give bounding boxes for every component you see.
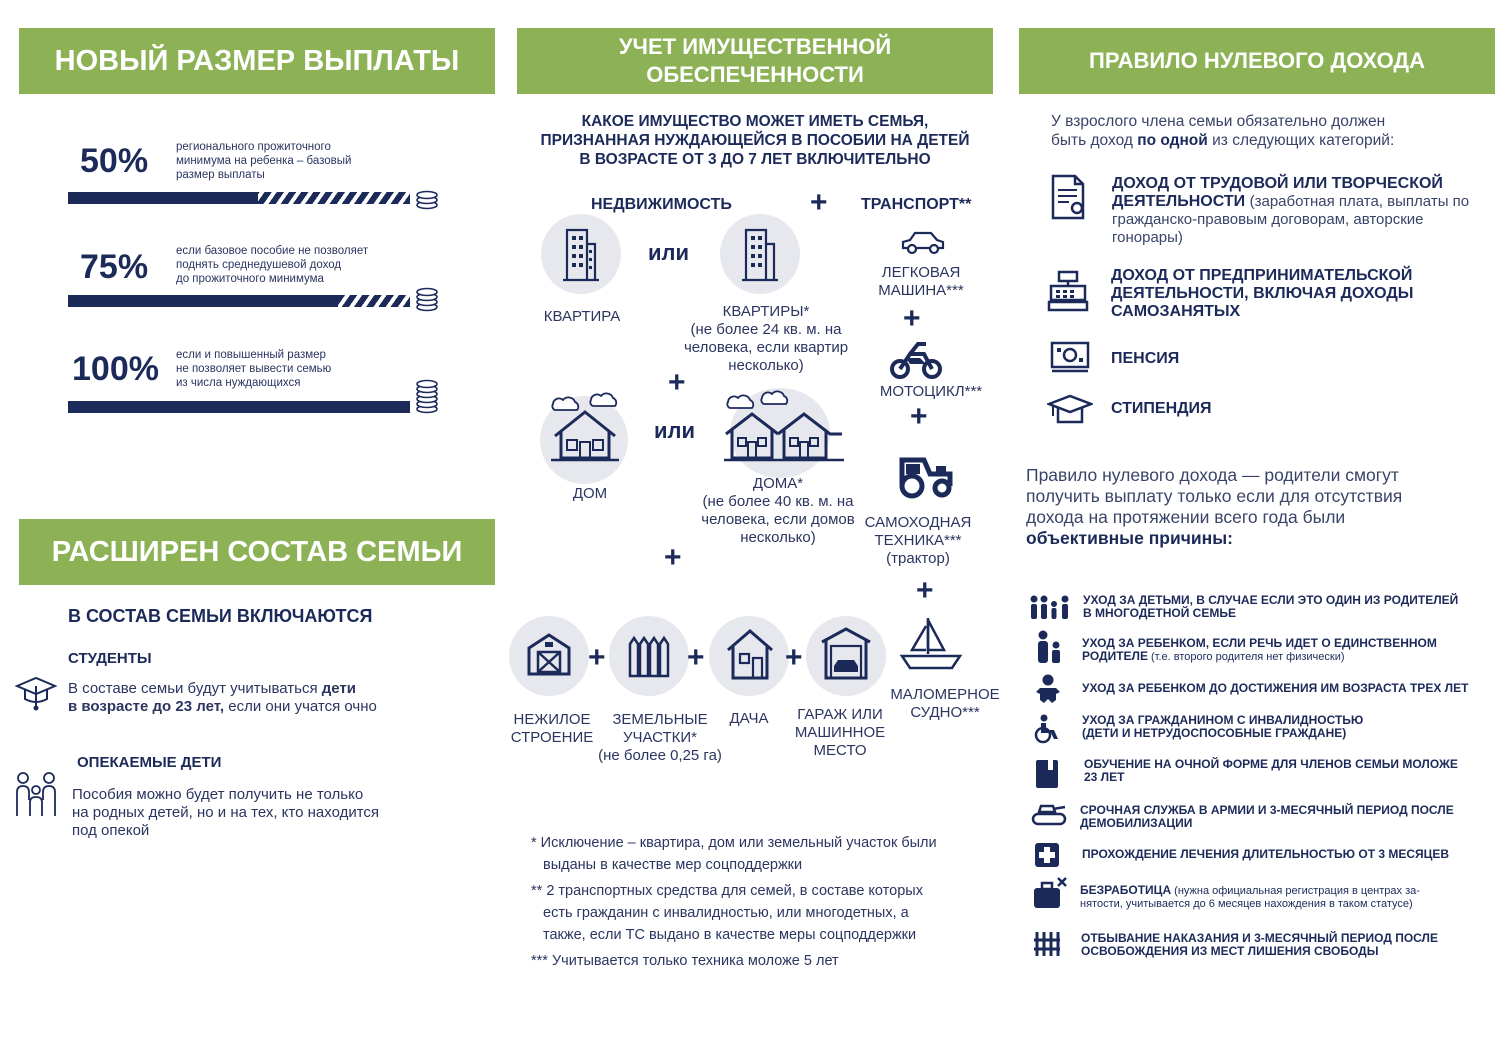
plus-sign: + <box>810 186 828 219</box>
reason-army-service: СРОЧНАЯ СЛУЖБА В АРМИИ И 3-МЕСЯЧНЫЙ ПЕРИОД ПОСЛЕ ДЕМОБИЛИЗАЦИИ <box>1080 803 1454 830</box>
houses-with-clouds-icon <box>722 386 846 464</box>
reason-unemployment: БЕЗРАБОТИЦА (нужна официальная регистрация в центрах за- нятости, учитывается до 6 месяцев нахождения в таком статусе) <box>1080 883 1420 910</box>
dacha-house-icon <box>726 628 774 680</box>
reason-disability-care: УХОД ЗА ГРАЖДАНИНОМ С ИНВАЛИДНОСТЬЮ (ДЕТИ И НЕТРУДОСПОСОБНЫЕ ГРАЖДАНЕ) <box>1082 713 1364 740</box>
students-title: СТУДЕНТЫ <box>68 650 152 667</box>
rate-100-description: если и повышенный размер не позволяет вывести семью из числа нуждающихся <box>176 349 332 389</box>
apartment-label: КВАРТИРА <box>543 308 621 325</box>
income-intro: У взрослого члена семьи обязательно должен быть доход по одной из следующих категорий: <box>1051 113 1395 149</box>
rate-50-bar-fill <box>68 192 258 204</box>
coins-icon <box>415 284 439 312</box>
plus-sign: + <box>910 400 928 433</box>
document-contract-icon <box>1049 174 1089 220</box>
income-pension: ПЕНСИЯ <box>1111 350 1180 367</box>
houses-label: ДОМА* (не более 40 кв. м. на человека, если домов несколько) <box>701 475 855 546</box>
income-labor: ДОХОД ОТ ТРУДОВОЙ ИЛИ ТВОРЧЕСКОЙ ДЕЯТЕЛЬНОСТИ (заработная плата, выплаты по гражданско-правовым договорам, авторские гонорары) <box>1112 175 1470 246</box>
reason-child-under-three: УХОД ЗА РЕБЕНКОМ ДО ДОСТИЖЕНИЯ ИМ ВОЗРАСТА ТРЕХ ЛЕТ <box>1082 681 1469 695</box>
family-group-icon <box>14 770 58 820</box>
transport-heading: ТРАНСПОРТ** <box>861 196 972 213</box>
banknote-icon <box>1049 340 1091 376</box>
banner-family-composition: РАСШИРЕН СОСТАВ СЕМЬИ <box>19 519 495 585</box>
zero-income-rule: Правило нулевого дохода — родители смогут получить выплату только если для отсутствия дохода на протяжении всего года были объективные причины: <box>1026 465 1403 548</box>
unemployment-briefcase-icon <box>1032 876 1070 912</box>
prison-bars-icon <box>1033 930 1061 958</box>
graduation-cap-icon <box>1047 392 1093 428</box>
plus-sign: + <box>664 541 682 574</box>
car-icon <box>900 230 946 256</box>
baby-icon <box>1034 674 1062 704</box>
rate-50-percent: 50% <box>80 142 149 180</box>
banner-new-payment-size: НОВЫЙ РАЗМЕР ВЫПЛАТЫ <box>19 28 495 94</box>
motorcycle-label: МОТОЦИКЛ*** <box>879 383 983 400</box>
plus-sign: + <box>687 641 705 674</box>
barn-icon <box>527 632 571 676</box>
car-label: ЛЕГКОВАЯ МАШИНА*** <box>878 264 964 299</box>
wheelchair-icon <box>1032 714 1062 744</box>
boat-icon <box>898 614 964 672</box>
reason-imprisonment: ОТБЫВАНИЕ НАКАЗАНИЯ И 3-МЕСЯЧНЫЙ ПЕРИОД ПОСЛЕ ОСВОБОЖДЕНИЯ ИЗ МЕСТ ЛИШЕНИЯ СВОБОДЫ <box>1081 931 1438 958</box>
footnote-1: * Исключение – квартира, дом или земельный участок были выданы в качестве мер соцподдержки <box>531 835 937 873</box>
footnotes <box>531 832 1001 972</box>
medical-cross-icon <box>1034 842 1060 868</box>
wards-text: Пособия можно будет получить не только на родных детей, но и на тех, кто находится под опекой <box>72 786 380 839</box>
nonres-label: НЕЖИЛОЕ СТРОЕНИЕ <box>510 711 594 746</box>
rate-50-description: регионального прожиточного минимума на ребенка – базовый размер выплаты <box>176 141 352 181</box>
reason-large-family: УХОД ЗА ДЕТЬМИ, В СЛУЧАЕ ЕСЛИ ЭТО ОДИН ИЗ РОДИТЕЛЕЙ В МНОГОДЕТНОЙ СЕМЬЕ <box>1083 593 1459 620</box>
plus-sign: + <box>903 302 921 335</box>
garage-label: ГАРАЖ ИЛИ МАШИННОЕ МЕСТО <box>794 706 886 759</box>
graduation-cap-icon <box>15 674 57 712</box>
rate-100-bar-fill <box>68 401 410 413</box>
reason-single-parent: УХОД ЗА РЕБЕНКОМ, ЕСЛИ РЕЧЬ ИДЕТ О ЕДИНСТВЕННОМ РОДИТЕЛЕ (т.е. второго родителя нет физически) <box>1082 636 1437 663</box>
apartment-building-icon <box>561 226 601 282</box>
rate-75-description: если базовое пособие не позволяет поднять среднедушевой доход до прожиточного минимума <box>176 245 369 285</box>
rate-75-bar-fill <box>68 295 338 307</box>
income-scholarship: СТИПЕНДИЯ <box>1111 400 1212 417</box>
footnote-2: ** 2 транспортных средства для семей, в составе которых есть гражданин с инвалидностью, или многодетных, а также, если ТС выдано в качестве меры соцподдержки <box>531 883 923 943</box>
property-question: КАКОЕ ИМУЩЕСТВО МОЖЕТ ИМЕТЬ СЕМЬЯ, ПРИЗНАННАЯ НУЖДАЮЩЕЙСЯ В ПОСОБИИ НА ДЕТЕЙ В ВОЗРАСТЕ ОТ 3 ДО 7 ЛЕТ ВКЛЮЧИТЕЛЬНО <box>540 113 970 168</box>
students-text: В составе семьи будут учитываться дети в возрасте до 23 лет, если они учатся очно <box>68 680 377 715</box>
rate-75-bar-rest <box>338 295 410 307</box>
reason-full-time-study: ОБУЧЕНИЕ НА ОЧНОЙ ФОРМЕ ДЛЯ ЧЛЕНОВ СЕМЬИ МОЛОЖЕ 23 ЛЕТ <box>1084 757 1458 784</box>
boat-label: МАЛОМЕРНОЕ СУДНО*** <box>890 686 1000 721</box>
plus-sign: + <box>668 366 686 399</box>
plus-sign: + <box>785 641 803 674</box>
book-icon <box>1034 758 1060 790</box>
house-label: ДОМ <box>572 485 608 502</box>
large-family-icon <box>1028 594 1072 620</box>
wards-title: ОПЕКАЕМЫЕ ДЕТИ <box>77 754 222 771</box>
tank-icon <box>1031 802 1067 828</box>
or-label: или <box>648 240 690 265</box>
coins-icon <box>415 188 439 210</box>
single-parent-icon <box>1034 630 1064 664</box>
footnote-3: *** Учитывается только техника моложе 5 лет <box>531 953 839 969</box>
garage-icon <box>820 626 872 680</box>
income-business: ДОХОД ОТ ПРЕДПРИНИМАТЕЛЬСКОЙ ДЕЯТЕЛЬНОСТИ, ВКЛЮЧАЯ ДОХОДЫ САМОЗАНЯТЫХ <box>1111 267 1414 320</box>
realty-heading: НЕДВИЖИМОСТЬ <box>591 196 732 213</box>
dacha-label: ДАЧА <box>729 710 769 727</box>
motorcycle-icon <box>890 340 942 380</box>
or-label: или <box>654 418 696 443</box>
tractor-label: САМОХОДНАЯ ТЕХНИКА*** (трактор) <box>864 514 972 567</box>
plus-sign: + <box>916 574 934 607</box>
rate-50-bar-rest <box>258 192 410 204</box>
fence-icon <box>627 634 671 678</box>
coins-icon <box>415 378 439 414</box>
rate-75-percent: 75% <box>80 248 149 286</box>
rate-100-percent: 100% <box>72 350 159 388</box>
apartment-building-icon <box>740 226 780 282</box>
land-label: ЗЕМЕЛЬНЫЕ УЧАСТКИ* (не более 0,25 га) <box>598 711 722 764</box>
banner-property-accounting: УЧЕТ ИМУЩЕСТВЕННОЙ ОБЕСПЕЧЕННОСТИ <box>517 28 993 94</box>
family-heading: В СОСТАВ СЕМЬИ ВКЛЮЧАЮТСЯ <box>68 606 373 626</box>
tractor-icon <box>896 448 956 500</box>
house-with-clouds-icon <box>545 388 625 464</box>
banner-zero-income-rule: ПРАВИЛО НУЛЕВОГО ДОХОДА <box>1019 28 1495 94</box>
plus-sign: + <box>588 641 606 674</box>
reason-medical-treatment: ПРОХОЖДЕНИЕ ЛЕЧЕНИЯ ДЛИТЕЛЬНОСТЬЮ ОТ 3 МЕСЯЦЕВ <box>1082 847 1450 861</box>
apartments-label: КВАРТИРЫ* (не более 24 кв. м. на человека, если квартир несколько) <box>683 303 849 374</box>
cash-register-icon <box>1047 268 1089 312</box>
